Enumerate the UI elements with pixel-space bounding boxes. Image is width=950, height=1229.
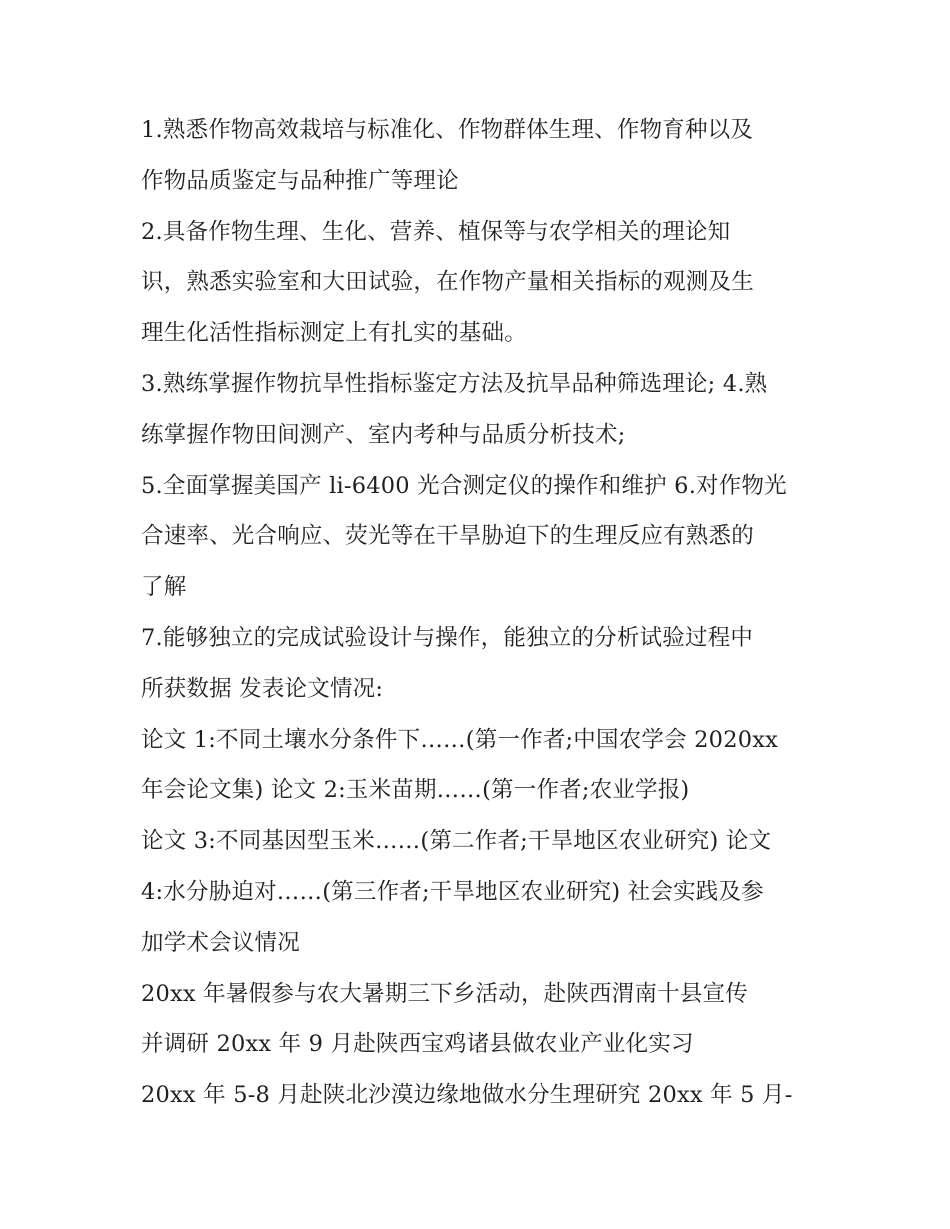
text-line: 年会论文集) 论文 2:玉米苗期……(第一作者;农业学报) (141, 777, 690, 804)
text-line: 作物品质鉴定与品种推广等理论 (141, 167, 459, 194)
text-line: 识，熟悉实验室和大田试验，在作物产量相关指标的观测及生 (141, 269, 754, 296)
text-line: 所获数据 发表论文情况: (141, 675, 384, 702)
text-line: 论文 1:不同土壤水分条件下……(第一作者;中国农学会 2020xx (141, 726, 778, 753)
text-line: 4:水分胁迫对……(第三作者;干旱地区农业研究) 社会实践及参 (141, 878, 764, 905)
text-line: 并调研 20xx 年 9 月赴陕西宝鸡诸县做农业产业化实习 (141, 1031, 694, 1058)
text-line: 5.全面掌握美国产 li-6400 光合测定仪的操作和维护 6.对作物光 (141, 472, 787, 499)
resume-text-block (141, 105, 821, 1121)
text-line: 20xx 年 5-8 月赴陕北沙漠边缘地做水分生理研究 20xx 年 5 月- (141, 1082, 793, 1109)
text-line: 加学术会议情况 (141, 929, 300, 956)
text-line: 合速率、光合响应、荧光等在干旱胁迫下的生理反应有熟悉的 (141, 523, 754, 550)
text-line: 3.熟练掌握作物抗旱性指标鉴定方法及抗旱品种筛选理论; 4.熟 (141, 370, 768, 397)
text-line: 20xx 年暑假参与农大暑期三下乡活动，赴陕西渭南十县宣传 (141, 980, 748, 1007)
text-line: 练掌握作物田间测产、室内考种与品质分析技术; (141, 421, 626, 448)
text-line: 1.熟悉作物高效栽培与标准化、作物群体生理、作物育种以及 (141, 117, 754, 143)
text-line: 理生化活性指标测定上有扎实的基础。 (141, 320, 527, 347)
text-line: 2.具备作物生理、生化、营养、植保等与农学相关的理论知 (141, 218, 731, 245)
text-line: 7.能够独立的完成试验设计与操作，能独立的分析试验过程中 (141, 624, 754, 651)
text-line: 论文 3:不同基因型玉米……(第二作者;干旱地区农业研究) 论文 (141, 828, 772, 855)
text-line: 了解 (141, 574, 187, 601)
